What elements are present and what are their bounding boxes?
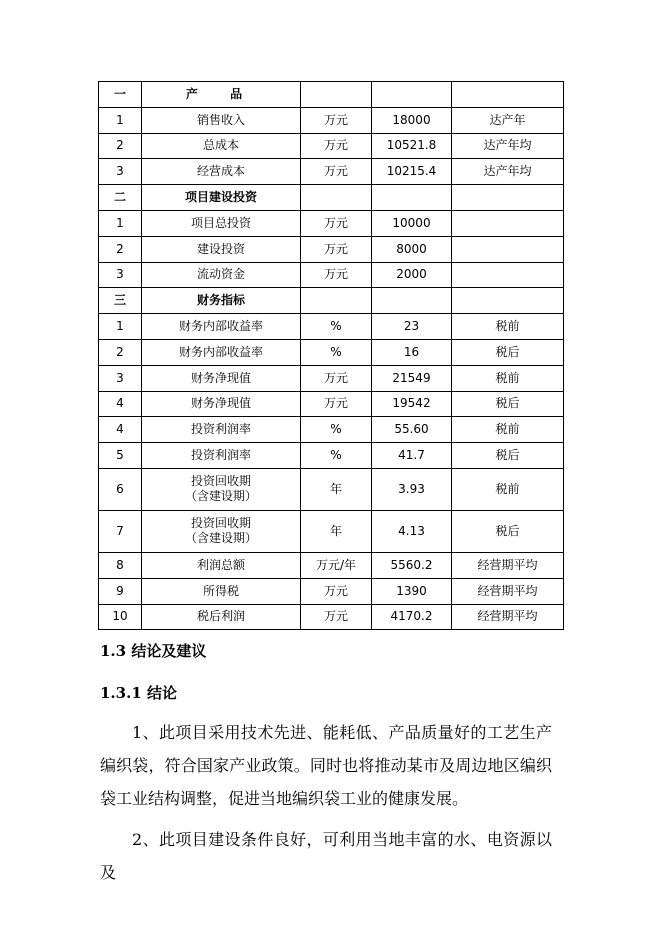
section-heading-conclusions-and-suggestions: 1.3 结论及建议	[100, 642, 207, 660]
table-row	[99, 417, 564, 443]
row-item: 销售收入	[142, 107, 301, 133]
empty-cell	[301, 288, 372, 314]
empty-cell	[452, 185, 564, 211]
row-item-line: 投资回收期	[190, 474, 251, 489]
row-number: 4	[99, 417, 142, 443]
row-unit: 万元	[301, 236, 372, 262]
row-unit: 万元	[301, 391, 372, 417]
table-row	[99, 510, 564, 552]
row-item: 投资利润率	[142, 417, 301, 443]
section-header-row	[99, 185, 564, 211]
row-item	[142, 510, 301, 552]
row-note: 经营期平均	[452, 552, 564, 578]
row-number: 9	[99, 578, 142, 604]
empty-cell	[372, 185, 452, 211]
row-note: 税后	[452, 443, 564, 469]
table-row	[99, 210, 564, 236]
row-number: 2	[99, 133, 142, 159]
row-value: 18000	[372, 107, 452, 133]
table-row	[99, 262, 564, 288]
section-title: 项目建设投资	[142, 185, 301, 211]
table-row	[99, 314, 564, 340]
row-note: 经营期平均	[452, 578, 564, 604]
row-value: 2000	[372, 262, 452, 288]
row-unit: %	[301, 314, 372, 340]
row-value: 41.7	[372, 443, 452, 469]
table-row	[99, 339, 564, 365]
row-number: 3	[99, 159, 142, 185]
row-note	[452, 236, 564, 262]
row-note: 达产年均	[452, 159, 564, 185]
row-number: 10	[99, 604, 142, 630]
row-value: 1390	[372, 578, 452, 604]
row-item: 项目总投资	[142, 210, 301, 236]
row-number: 2	[99, 236, 142, 262]
row-item	[142, 468, 301, 510]
row-number: 5	[99, 443, 142, 469]
table-row	[99, 236, 564, 262]
section-number: 一	[99, 82, 142, 108]
row-item: 利润总额	[142, 552, 301, 578]
row-unit: 万元	[301, 365, 372, 391]
row-value: 10215.4	[372, 159, 452, 185]
row-unit: 万元	[301, 107, 372, 133]
row-unit: 万元	[301, 210, 372, 236]
row-value: 55.60	[372, 417, 452, 443]
row-item: 税后利润	[142, 604, 301, 630]
table-row	[99, 468, 564, 510]
section-header-row	[99, 82, 564, 108]
row-number: 3	[99, 365, 142, 391]
row-unit: %	[301, 339, 372, 365]
empty-cell	[452, 82, 564, 108]
row-note	[452, 262, 564, 288]
row-unit: 万元	[301, 578, 372, 604]
row-unit: 万元	[301, 604, 372, 630]
empty-cell	[301, 185, 372, 211]
table-row	[99, 604, 564, 630]
row-number: 3	[99, 262, 142, 288]
row-note: 税前	[452, 468, 564, 510]
row-value: 3.93	[372, 468, 452, 510]
row-number: 4	[99, 391, 142, 417]
row-number: 6	[99, 468, 142, 510]
table-row	[99, 365, 564, 391]
subsection-heading-conclusion: 1.3.1 结论	[100, 684, 177, 702]
indicator-table	[98, 81, 564, 630]
table-row	[99, 133, 564, 159]
row-value: 16	[372, 339, 452, 365]
row-number: 1	[99, 107, 142, 133]
section-title: 产 品	[142, 82, 301, 108]
row-note: 经营期平均	[452, 604, 564, 630]
row-value: 4170.2	[372, 604, 452, 630]
row-value: 19542	[372, 391, 452, 417]
row-note: 达产年	[452, 107, 564, 133]
section-header-row	[99, 288, 564, 314]
row-number: 8	[99, 552, 142, 578]
section-number: 三	[99, 288, 142, 314]
row-number: 7	[99, 510, 142, 552]
row-value: 5560.2	[372, 552, 452, 578]
row-value: 21549	[372, 365, 452, 391]
empty-cell	[452, 288, 564, 314]
row-item: 财务净现值	[142, 391, 301, 417]
table-row	[99, 159, 564, 185]
row-item-subline: （含建设期）	[184, 531, 257, 546]
row-note: 税前	[452, 314, 564, 340]
row-item: 所得税	[142, 578, 301, 604]
row-note: 税后	[452, 339, 564, 365]
row-value: 23	[372, 314, 452, 340]
empty-cell	[301, 82, 372, 108]
section-title: 财务指标	[142, 288, 301, 314]
row-item-line: 投资回收期	[190, 516, 251, 531]
row-unit: 万元/年	[301, 552, 372, 578]
row-note: 税前	[452, 365, 564, 391]
row-item-subline: （含建设期）	[184, 489, 257, 504]
row-unit: 年	[301, 468, 372, 510]
row-item: 建设投资	[142, 236, 301, 262]
row-unit: 万元	[301, 262, 372, 288]
empty-cell	[372, 82, 452, 108]
row-value: 8000	[372, 236, 452, 262]
row-unit: 万元	[301, 159, 372, 185]
empty-cell	[372, 288, 452, 314]
row-note	[452, 210, 564, 236]
row-item: 财务净现值	[142, 365, 301, 391]
row-value: 10521.8	[372, 133, 452, 159]
row-unit: 年	[301, 510, 372, 552]
table-row	[99, 391, 564, 417]
table-row	[99, 107, 564, 133]
row-item: 流动资金	[142, 262, 301, 288]
row-item: 财务内部收益率	[142, 314, 301, 340]
row-number: 1	[99, 314, 142, 340]
table-row	[99, 443, 564, 469]
row-unit: %	[301, 443, 372, 469]
row-number: 1	[99, 210, 142, 236]
row-note: 税后	[452, 510, 564, 552]
row-item: 财务内部收益率	[142, 339, 301, 365]
table-row	[99, 578, 564, 604]
conclusion-paragraph-2: 2、此项目建设条件良好，可利用当地丰富的水、电资源以及	[100, 830, 552, 882]
table-row	[99, 552, 564, 578]
row-value: 10000	[372, 210, 452, 236]
row-note: 税前	[452, 417, 564, 443]
row-note: 达产年均	[452, 133, 564, 159]
row-item: 投资利润率	[142, 443, 301, 469]
section-number: 二	[99, 185, 142, 211]
conclusion-paragraph-1: 1、此项目采用技术先进、能耗低、产品质量好的工艺生产编织袋，符合国家产业政策。同时也将推动某市及周边地区编织袋工业结构调整，促进当地编织袋工业的健康发展。	[100, 723, 552, 808]
row-item: 经营成本	[142, 159, 301, 185]
row-value: 4.13	[372, 510, 452, 552]
row-item: 总成本	[142, 133, 301, 159]
row-note: 税后	[452, 391, 564, 417]
row-number: 2	[99, 339, 142, 365]
row-unit: 万元	[301, 133, 372, 159]
row-unit: %	[301, 417, 372, 443]
